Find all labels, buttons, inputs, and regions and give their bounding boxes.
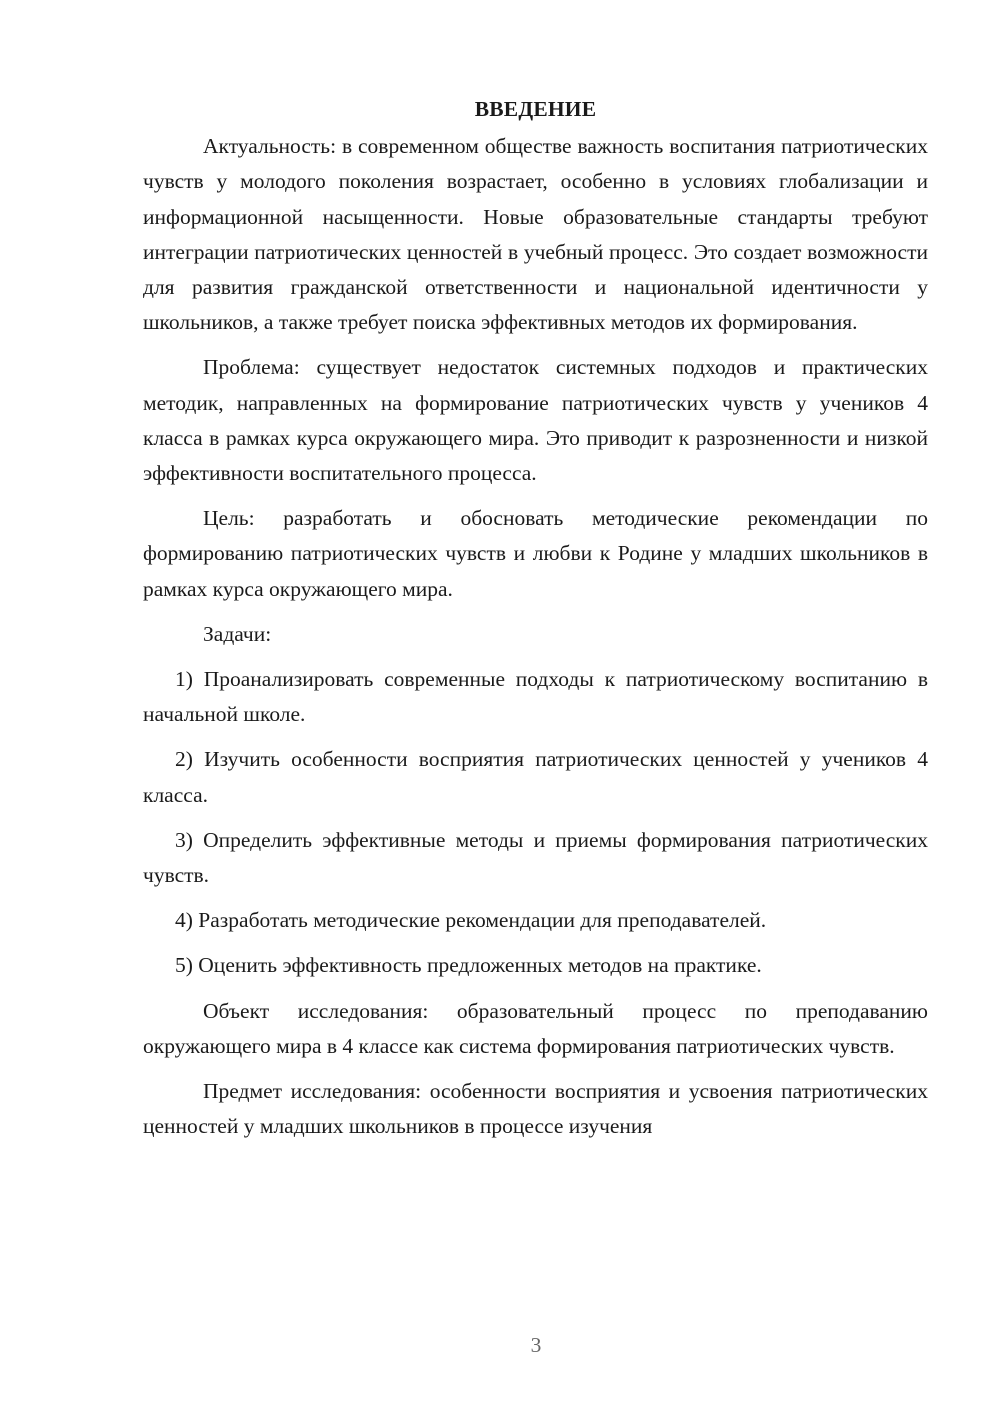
problem-paragraph: Проблема: существует недостаток системных подходов и практических методик, направленных на формирование патриотических чувств у учеников 4 класса в рамках курса окружающего мира. Это приводит к разрозненности и низкой эффективности воспитательного процесса. — [143, 355, 928, 486]
document-body — [143, 92, 928, 1154]
task-item: 2) Изучить особенности восприятия патриотических ценностей у учеников 4 класса. — [143, 747, 928, 807]
page-number: 3 — [530, 1333, 542, 1357]
object-paragraph: Объект исследования: образовательный процесс по преподаванию окружающего мира в 4 классе как система формирования патриотических чувств. — [143, 998, 928, 1058]
task-item: 3) Определить эффективные методы и приемы формирования патриотических чувств. — [143, 827, 928, 888]
tasks-heading: Задачи: — [203, 621, 272, 646]
goal-paragraph: Цель: разработать и обосновать методические рекомендации по формированию патриотических чувств и любви к Родине у младших школьников в рамках курса окружающего мира. — [143, 506, 928, 601]
task-list — [143, 662, 928, 984]
relevance-paragraph: Актуальность: в современном обществе важность воспитания патриотических чувств у молодого поколения возрастает, особенно в условиях глобализации и информационной насыщенности. Новые образовательные стандарты требуют интеграции патриотических ценностей в учебный процесс. Это создает возможности для развития гражданской ответственности и национальной идентичности у школьников, а также требует поиска эффективных методов их формирования. — [143, 134, 928, 335]
subject-paragraph: Предмет исследования: особенности восприятия и усвоения патриотических ценностей у младших школьников в процессе изучения — [143, 1079, 928, 1139]
task-item: 4) Разработать методические рекомендации для преподавателей. — [175, 908, 767, 933]
task-item: 1) Проанализировать современные подходы к патриотическому воспитанию в начальной школе. — [143, 667, 928, 727]
task-item: 5) Оценить эффективность предложенных методов на практике. — [175, 953, 762, 978]
section-title: ВВЕДЕНИЕ — [474, 97, 597, 121]
